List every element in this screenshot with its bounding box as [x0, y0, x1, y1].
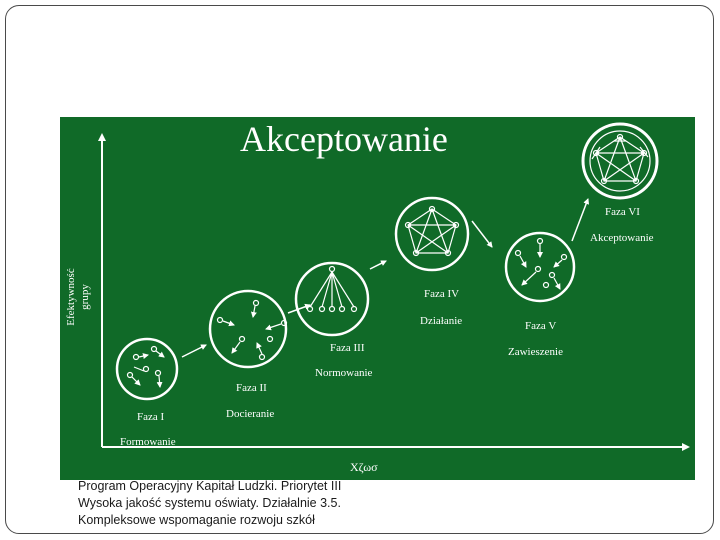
diagram-title: Akceptowanie [240, 119, 448, 159]
caption-line-3: Kompleksowe wspomaganie rozwoju szkół [78, 513, 315, 527]
y-axis-label-line2: grupy [79, 284, 91, 310]
phase-1-group [117, 339, 177, 399]
phase-2-label: Faza II [236, 382, 267, 394]
phase-1-name: Formowanie [120, 436, 176, 448]
phase-2-group [210, 291, 287, 367]
phase-3-name: Normowanie [315, 367, 373, 379]
phase-4-group [396, 198, 468, 270]
caption [78, 478, 418, 529]
group-development-diagram [60, 117, 695, 480]
caption-line-2: Wysoka jakość systemu oświaty. Działalnie 3.5. [78, 496, 341, 510]
phase-4-label: Faza IV [424, 288, 460, 300]
y-axis-label: Efektywność [65, 268, 77, 326]
phase-3-label: Faza III [330, 342, 365, 354]
phase-6-name: Akceptowanie [590, 232, 654, 244]
phase-5-label: Faza V [525, 320, 557, 332]
x-axis-label: Xζωσ [350, 460, 378, 474]
phase-4-name: Działanie [420, 315, 463, 327]
phase-5-group [506, 233, 574, 301]
caption-line-1: Program Operacyjny Kapitał Ludzki. Priorytet III [78, 479, 342, 493]
phase-2-name: Docieranie [226, 408, 275, 420]
phase-5-name: Zawieszenie [508, 346, 563, 358]
phase-1-label: Faza I [137, 411, 165, 423]
phase-6-label: Faza VI [605, 206, 640, 218]
phase-6-group [583, 124, 657, 198]
phase-3-group [296, 263, 368, 335]
